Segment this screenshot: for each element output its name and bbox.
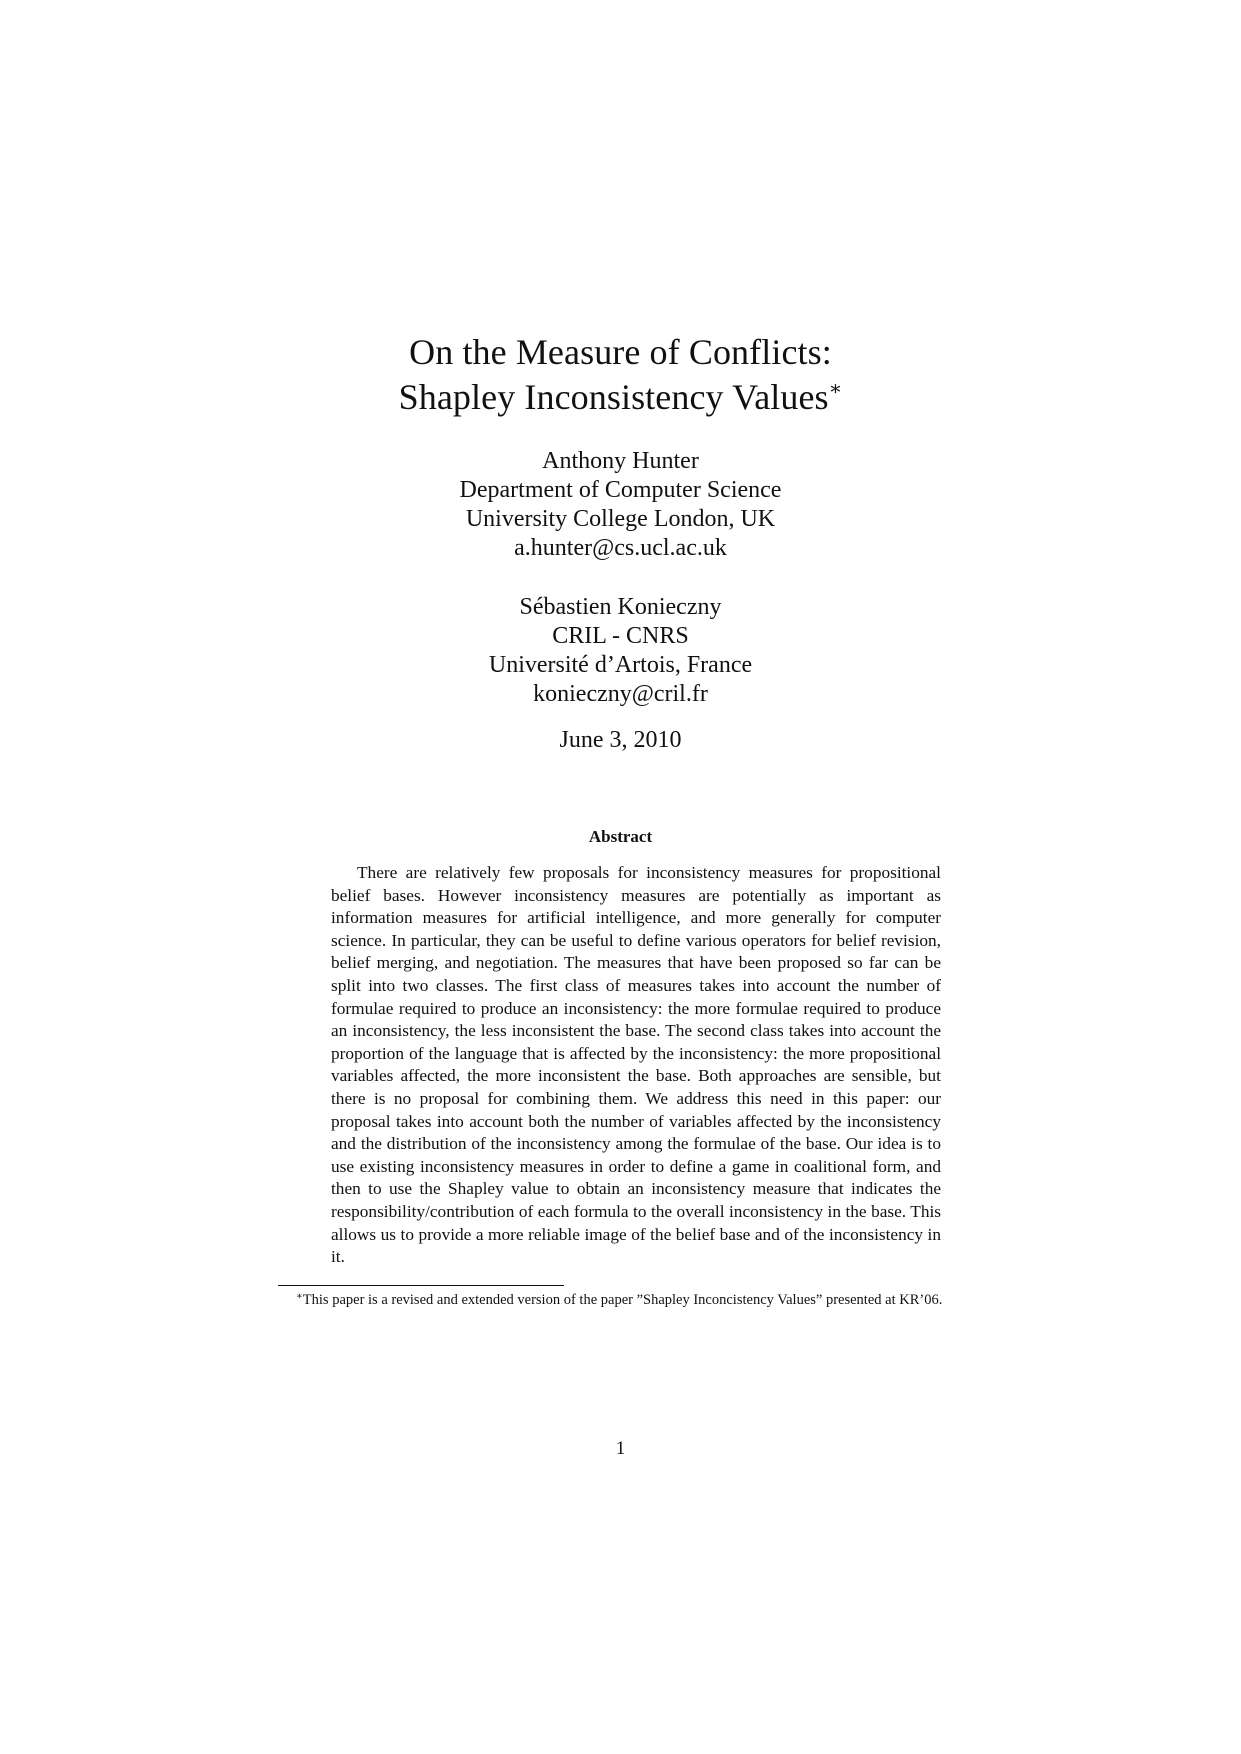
footnote [278,1290,994,1310]
title-line-1: On the Measure of Conflicts: [409,332,832,372]
title-line-2 [0,375,1241,420]
author-institution: Université d’Artois, France [488,652,753,678]
author-block-konieczny [0,593,1241,709]
author-name: Anthony Hunter [542,448,699,474]
author-block-hunter [0,447,1241,563]
abstract-heading: Abstract [588,827,653,846]
author-department: CRIL - CNRS [552,623,689,649]
title-line-2-text: Shapley Inconsistency Values [398,377,829,417]
paper-date: June 3, 2010 [559,727,682,753]
footnote-text: This paper is a revised and extended version of the paper ”Shapley Inconcistency Values” presented at KR’06. [302,1292,943,1308]
author-department: Department of Computer Science [459,477,782,503]
paper-title [0,330,1241,420]
page-number: 1 [615,1438,626,1459]
footnote-divider [278,1285,564,1286]
author-email: konieczny@cril.fr [533,681,708,707]
title-footnote-marker: ∗ [828,378,843,400]
footnote-marker: ∗ [296,1291,303,1302]
author-institution: University College London, UK [465,506,776,532]
author-name: Sébastien Konieczny [519,594,722,620]
author-email: a.hunter@cs.ucl.ac.uk [514,535,727,561]
abstract-body: There are relatively few proposals for inconsistency measures for propositional belief bases. However inconsistency measures are potentially as important as information measures for artificial intelligence, and more generally for computer science. In particular, they can be useful to define various operators for belief revision, belief merging, and negotiation. The measures that have been proposed so far can be split into two classes. The first class of measures takes into account the number of formulae required to produce an inconsistency: the more formulae required to produce an inconsistency, the less inconsistent the base. The second class takes into account the proportion of the language that is affected by the inconsistency: the more propositional variables affected, the more inconsistent the base. Both approaches are sensible, but there is no proposal for combining them. We address this need in this paper: our proposal takes into account both the number of variables affected by the inconsistency and the distribution of the inconsistency among the formulae of the base. Our idea is to use existing inconsistency measures in order to define a game in coalitional form, and then to use the Shapley value to obtain an inconsistency measure that indicates the responsibility/contribution of each formula to the overall inconsistency in the base. This allows us to provide a more reliable image of the belief base and of the inconsistency in it. [331,863,941,1267]
